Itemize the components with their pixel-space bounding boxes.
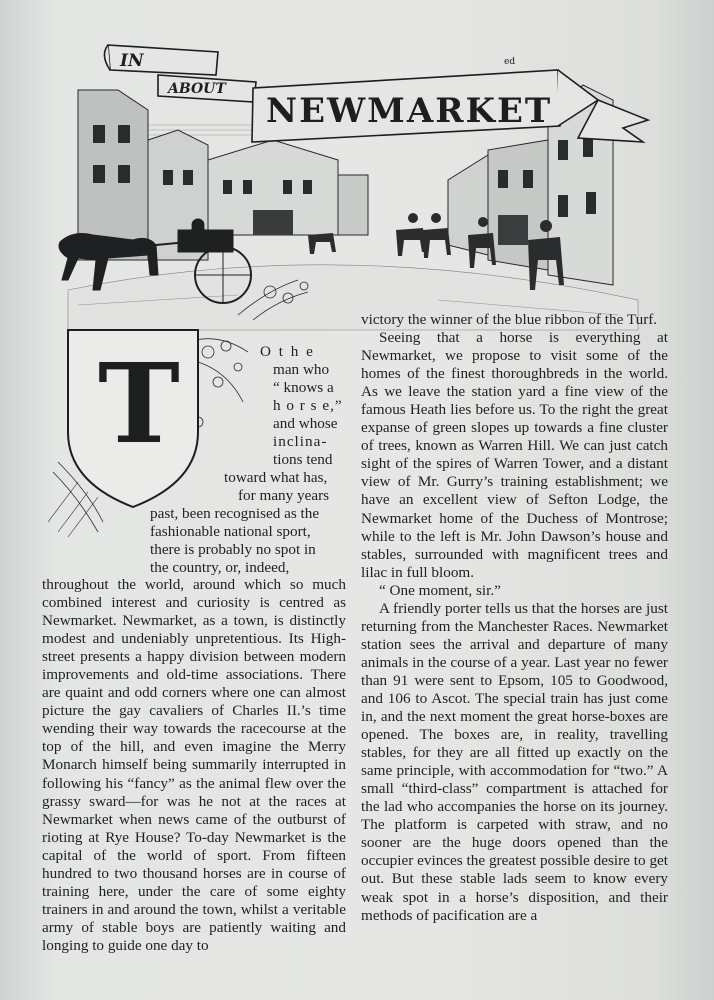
opening-line: O t h e	[260, 343, 315, 360]
right-paragraph-1: victory the winner of the blue ribbon of the Turf.	[361, 311, 658, 328]
right-paragraph-2: Seeing that a horse is everything at Newmarket, we propose to visit some of the homes of the finest thoroughbreds in the world. As we leave the station yard a fine view of the famous Heath lies before us. To the right the great expanse of green slopes up towards a fine cluster of trees, known as Warren Hill. We can just catch sight of the spires of Warren Tower, and a distant view of Mr. Gurry’s training establishment; we have an excellent view of Sefton Lodge, the Newmarket home of the Duchess of Montrose; while to the left is Mr. John Dawson’s house and stables, surrounded with magnificent trees and lilac in full bloom.	[361, 329, 668, 581]
title-word-newmarket: NEWMARKET	[266, 91, 553, 131]
opening-line: inclina-	[273, 433, 328, 450]
left-column	[42, 576, 346, 955]
title-word-in: IN	[120, 51, 144, 71]
title-word-about: ABOUT	[168, 81, 226, 97]
opening-line: h o r s e,”	[273, 397, 343, 414]
drop-cap-letter: T	[98, 339, 180, 468]
left-column-text: throughout the world, around which so much combined interest and curiosity is centred as Newmarket. Newmarket, as a town, is distinctly modest and undeniably unpretentious. Its High-street presents a happy division between modern improvements and old-time associations. There are quaint and odd corners where one can almost picture the gay cavaliers of Charles II.’s time wending their way towards the racecourse at the top of the hill, and even imagine the Merry Monarch himself being summarily interrupted in following his “fancy” as the animal flew over the grassy sward—for was he not at the races at Newmarket when news came of the outburst of rioting at Rye House? To-day Newmarket is the capital of the world of sport. From fifteen hundred to two thousand horses are in course of training here, under the care of some eighty trainers in and around the town, whilst a veritable army of stable boys are patiently waiting and longing to guide one day to	[42, 576, 346, 954]
opening-line: “ knows a	[273, 379, 334, 396]
right-paragraph-4: A friendly porter tells us that the horses are just returning from the Manchester Races. Newmarket station sees the arrival and departure of many animals in the course of a year. Last year no fewer than 91 were sent to Epsom, 105 to Goodwood, and 106 to Ascot. The special train has just come in, and the next moment the great horse-boxes are opened. The boxes are, in reality, travelling stables, for they are all fitted up exactly on the same principle, with accommodation for “two.” A small “third-class” compartment is attached for the lad who accompanies the horse on its journey. The platform is carpeted with straw, and no sooner are the huge doors opened than the occupier evinces the greatest possible desire to get out. But these stable lads seem to know every weak spot in a horse’s disposition, and their methods of pacification are a	[361, 599, 668, 924]
opening-line: man who	[273, 361, 330, 378]
opening-line: fashionable national sport,	[150, 523, 311, 540]
opening-line: tions tend	[273, 451, 333, 468]
opening-line: the country, or, indeed,	[150, 559, 290, 576]
opening-line: and whose	[273, 415, 338, 432]
right-paragraph-3: “ One moment, sir.”	[379, 581, 501, 599]
svg-text:ed: ed	[504, 57, 516, 67]
opening-line: there is probably no spot in	[150, 541, 316, 558]
opening-line: past, been recognised as the	[150, 505, 320, 522]
opening-line: for many years	[238, 487, 330, 504]
right-column	[361, 311, 668, 925]
opening-line: toward what has,	[224, 469, 328, 486]
